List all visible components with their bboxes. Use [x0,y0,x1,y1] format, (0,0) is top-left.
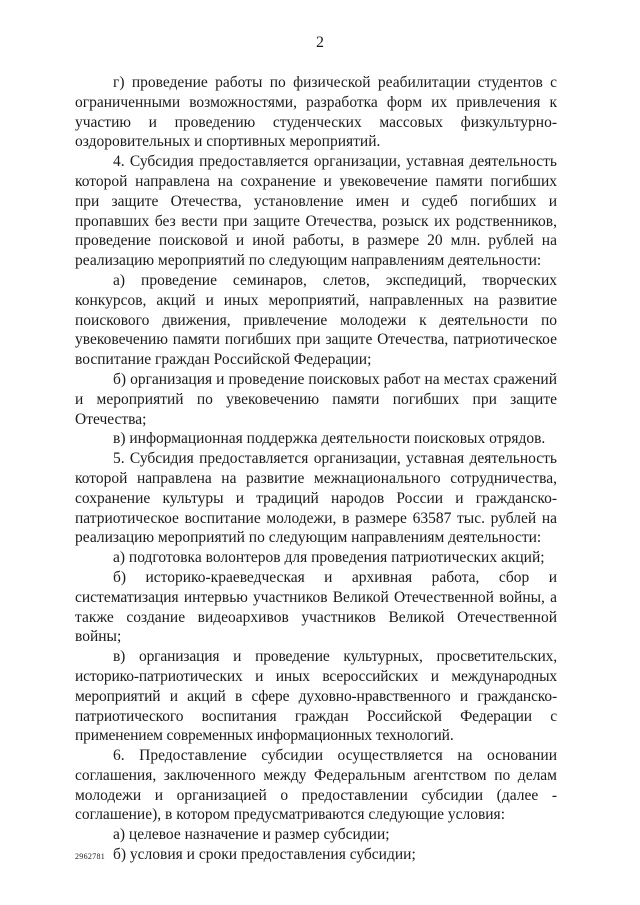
page-number: 2 [316,34,324,51]
document-id: 2962781 [75,852,106,861]
paragraph-6a-purpose: а) целевое назначение и размер субсидии; [113,826,390,844]
paragraph-5v-events: в) организация и проведение культурных, просветительских, историко-патриотических и иных всероссийских и международных мероприятий и акций в сфере духовно-нравственного и гражданско-патриотического воспитания граждан Российской Федерации с применением современных информационных технологий. [75,648,557,745]
paragraph-5a-volunteers: а) подготовка волонтеров для проведения патриотических акций; [113,549,545,567]
paragraph-4v-info-support: в) информационная поддержка деятельности поисковых отрядов. [113,430,546,448]
paragraph-3g-rehabilitation: г) проведение работы по физической реабилитации студентов с ограниченными возможностями, разработка форм их привлечения к участию и проведению студенческих массовых физкультурно-оздоровительных и спортивных мероприятий. [75,74,557,151]
paragraph-5b-archive-work: б) историко-краеведческая и архивная работа, сбор и систематизация интервью участников Великой Отечественной войны, а также создание видеоархивов участников Великой Отечественной войны; [75,568,557,646]
paragraph-4a-seminars: а) проведение семинаров, слетов, экспедиций, творческих конкурсов, акций и иных мероприятий, направленных на развитие поискового движения, привлечение молодежи к деятельности по увековечению памяти погибших при защите Отечества, патриотическое воспитание граждан Российской Федерации; [75,271,557,369]
paragraph-6b-conditions: б) условия и сроки предоставления субсидии; [113,846,416,864]
paragraph-4b-search-works: б) организация и проведение поисковых работ на местах сражений и мероприятий по увековечению памяти погибших при защите Отечества; [75,370,557,428]
paragraph-5-intercultural-subsidy: 5. Субсидия предоставляется организации, уставная деятельность которой направлена на развитие межнационального сотрудничества, сохранение культуры и традиций народов России и гражданско-патриотическое воспитание молодежи, в размере 63587 тыс. рублей на реализацию мероприятий по следующим направлениям деятельности: [75,450,557,547]
document-body [75,73,557,865]
paragraph-6-agreement: 6. Предоставление субсидии осуществляется на основании соглашения, заключенного между Федеральным агентством по делам молодежи и организацией о предоставлении субсидии (далее - соглашение), в котором предусматриваются следующие условия: [75,747,557,824]
paragraph-4-search-subsidy: 4. Субсидия предоставляется организации, уставная деятельность которой направлена на сохранение и увековечение памяти погибших при защите Отечества, установление имен и судеб погибших и пропавших без вести при защите Отечества, розыск их родственников, проведение поисковой и иной работы, в размере 20 млн. рублей на реализацию мероприятий по следующим направлениям деятельности: [75,153,557,270]
